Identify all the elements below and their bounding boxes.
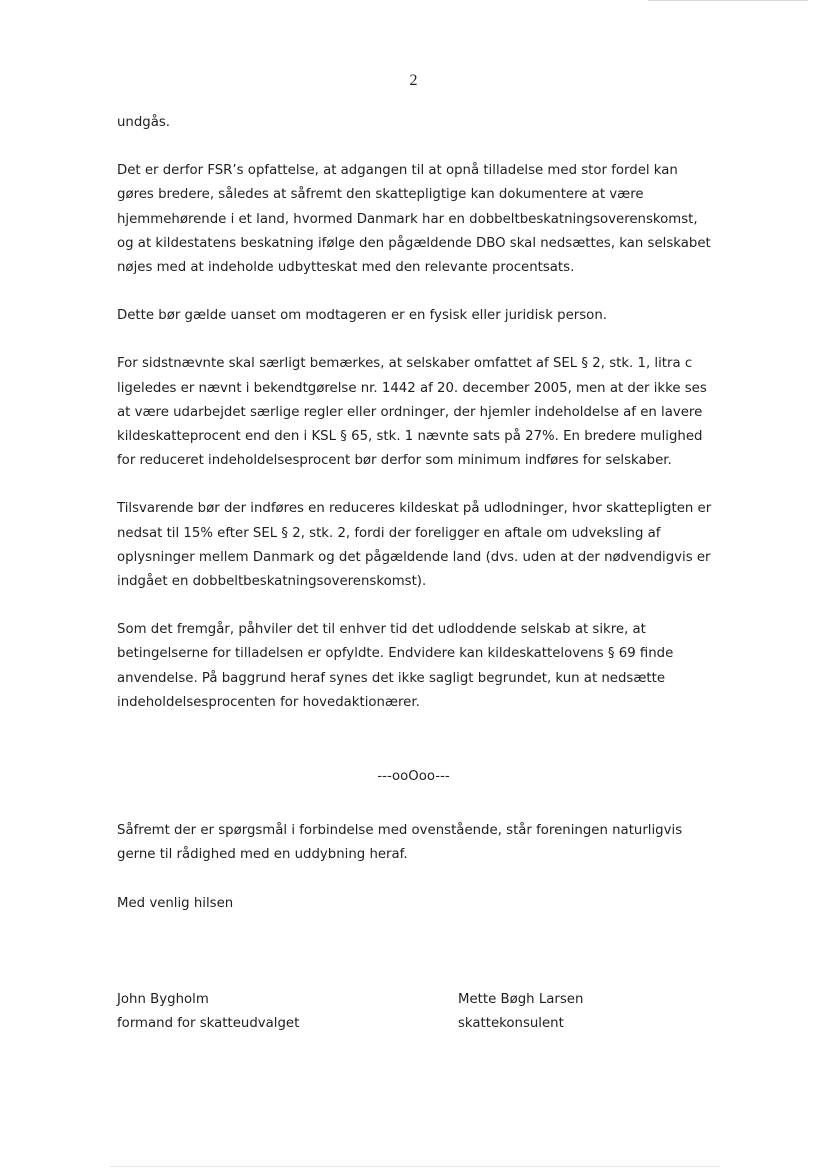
text-line: Såfremt der er spørgsmål i forbindelse med ovenstående, står foreningen naturligvis [117,823,683,838]
paragraph-5 [117,497,717,594]
text-line: Dette bør gælde uanset om modtageren er en fysisk eller juridisk person. [117,308,607,324]
scan-edge-line [110,1166,720,1167]
text-line: Tilsvarende bør der indføres en reduceres kildeskat på udlodninger, hvor skattepligten er [117,501,712,517]
text-line: indeholdelsesprocenten for hovedaktionærer. [117,694,420,710]
text-line: for reduceret indeholdelsesprocent bør derfor som minimum indføres for selskaber. [117,453,672,469]
text-line: oplysninger mellem Danmark og det pågældende land (dvs. uden at der nødvendigvis er [117,549,711,565]
closing-paragraph [117,819,717,867]
section-separator: ---ooOoo--- [377,769,450,784]
paragraph-1 [117,111,717,135]
text-line: anvendelse. På baggrund heraf synes det ikke sagligt begrundet, kun at nedsætte [117,670,666,686]
paragraph-3 [117,304,717,328]
signer-left [117,988,299,1036]
scan-edge-line [648,0,808,1]
text-line: nøjes med at indeholde udbytteskat med den relevante procentsats. [117,260,575,276]
text-line: ligeledes er nævnt i bekendtgørelse nr. 1442 af 20. december 2005, men at der ikke ses [117,380,707,396]
text-line: hjemmehørende i et land, hvormed Danmark har en dobbeltbeskatningsoverenskomst, [117,211,698,227]
text-line: gerne til rådighed med en uddybning heraf. [117,847,408,863]
text-line: undgås. [117,115,171,130]
page-number: 2 [409,72,418,89]
text-line: nedsat til 15% efter SEL § 2, stk. 2, fordi der foreligger en aftale om udveksling af [117,525,661,541]
paragraph-4 [117,352,717,473]
signer-name: Mette Bøgh Larsen [458,992,584,1007]
text-line: betingelserne for tilladelsen er opfyldte. Endvidere kan kildeskattelovens § 69 finde [117,646,674,662]
signer-title: skattekonsulent [458,1016,564,1032]
paragraph-2 [117,159,717,280]
signer-title: formand for skatteudvalget [117,1016,300,1032]
text-line: indgået en dobbeltbeskatningsoverenskomst). [117,574,427,590]
signer-right [458,988,583,1036]
text-line: Det er derfor FSR’s opfattelse, at adgangen til at opnå tilladelse med stor fordel kan [117,163,678,179]
greeting: Med venlig hilsen [117,896,234,911]
text-line: Som det fremgår, påhviler det til enhver tid det udloddende selskab at sikre, at [117,622,646,638]
text-line: gøres bredere, således at såfremt den skattepligtige kan dokumentere at være [117,187,644,203]
paragraph-6 [117,618,717,715]
signer-name: John Bygholm [117,992,209,1007]
text-line: kildeskatteprocent end den i KSL § 65, stk. 1 nævnte sats på 27%. En bredere mulighed [117,429,703,445]
letter-body [117,111,717,715]
text-line: For sidstnævnte skal særligt bemærkes, at selskaber omfattet af SEL § 2, stk. 1, litra c [117,356,693,372]
text-line: og at kildestatens beskatning ifølge den pågældende DBO skal nedsættes, kan selskabet [117,235,711,251]
text-line: at være udarbejdet særlige regler eller ordninger, der hjemler indeholdelse af en lavere [117,404,703,420]
